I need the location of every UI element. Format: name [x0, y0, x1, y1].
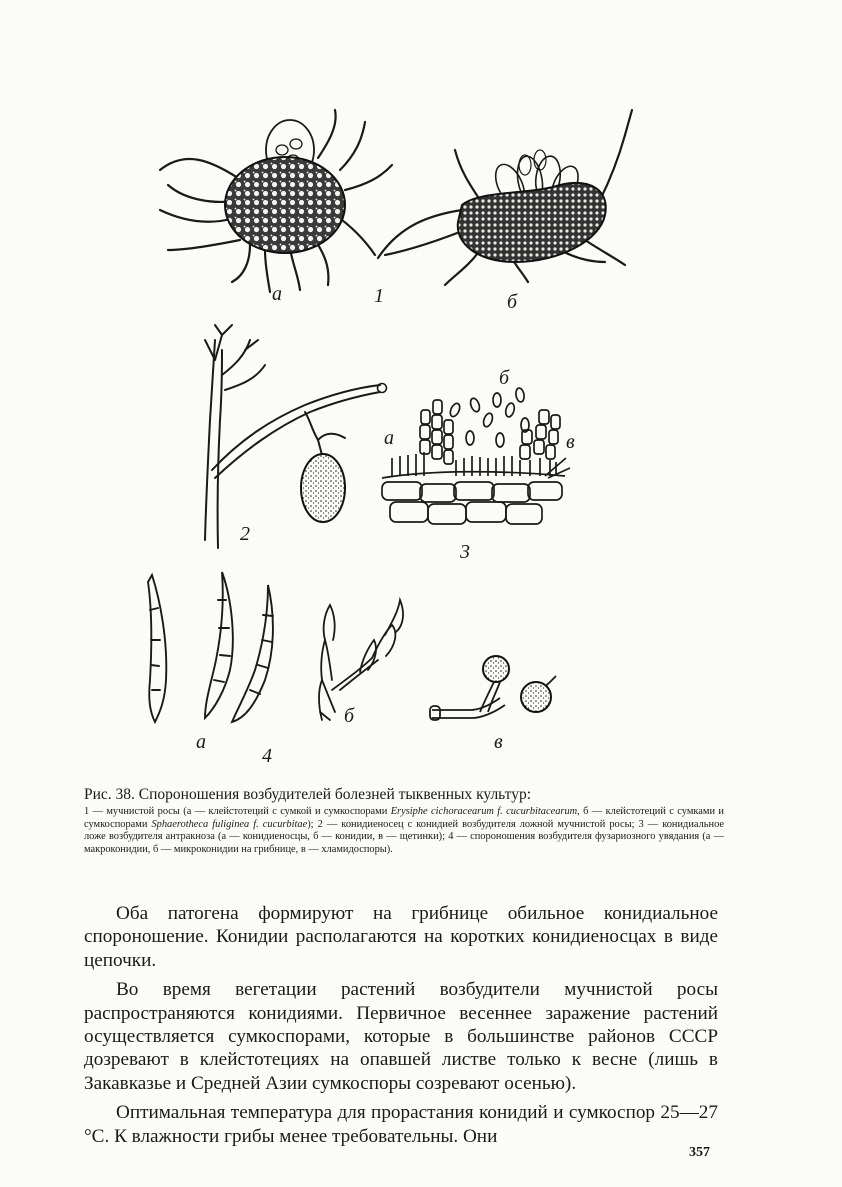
label-fig2: 2	[240, 523, 250, 545]
fig2-conidium	[301, 454, 345, 522]
fig1b-peridium	[458, 183, 606, 262]
label-fig1b: б	[507, 291, 518, 313]
label-fig3c: в	[566, 431, 575, 453]
label-fig4c: в	[494, 731, 503, 753]
label-fig4b: б	[344, 705, 355, 727]
caption-part-3: ); 2 — конидиеносец с конидией возбудителя ложной мучнистой росы; 3 — конидиальное ложе возбудителя антракноза (а — конидиеносцы, б — конидии, в — щетинки); 4 — спороношения возбудителя фузариозного увядания (а — макроконидии, б — микроконидии на грибнице, в — хламидоспоры).	[84, 818, 724, 855]
figure-caption	[84, 786, 724, 856]
label-fig4a: а	[196, 731, 206, 753]
label-fig4: 4	[262, 745, 272, 767]
caption-part-1: 1 — мучнистой росы (а — клейстотеций с сумкой и сумкоспорами	[84, 806, 391, 817]
caption-title: Рис. 38. Спороношения возбудителей болезней тыквенных культур:	[84, 786, 532, 803]
fig2-conidiophore	[205, 325, 380, 548]
paragraph-2: Во время вегетации растений возбудители мучнистой росы распространяются конидиями. Первичное весеннее заражение растений осуществляется сумкоспорами, которые в большинстве районов СССР дозревают в клейстотециях на опавшей листве только к весне (лишь в Закавказье и Средней Азии сумкоспоры созревают осенью).	[84, 979, 718, 1094]
species-name-2: Sphaerotheca fuliginea f. cucurbitae	[151, 818, 308, 830]
label-fig3: 3	[460, 541, 470, 563]
paragraph-1: Оба патогена формируют на грибнице обильное конидиальное спороношение. Конидии располагаются на коротких конидиеносцах в виде цепочки.	[84, 903, 718, 971]
caption-part-2: , б — клейстотеций с сумками и сумкоспорами	[84, 806, 724, 830]
fig4b-microconidia	[319, 600, 403, 720]
label-fig1a: а	[272, 283, 282, 305]
fig4a-macroconidia	[148, 572, 273, 722]
label-fig3b: б	[499, 367, 510, 389]
species-name-1: Erysiphe cichoracearum f. cucurbitacearum	[390, 806, 578, 817]
chlamydospore-1	[483, 656, 509, 682]
label-fig3a: а	[384, 427, 394, 449]
fig3-acervulus	[382, 387, 570, 524]
page-number: 357	[689, 1145, 710, 1160]
label-fig1: 1	[374, 285, 384, 307]
fig1a-peridium	[225, 157, 345, 253]
caption-body	[84, 806, 724, 856]
body-text	[84, 902, 718, 1154]
paragraph-3: Оптимальная температура для прорастания конидий и сумкоспор 25—27 °C. К влажности грибы менее требовательны. Они	[84, 1102, 718, 1147]
chlamydospore-2	[521, 682, 551, 712]
